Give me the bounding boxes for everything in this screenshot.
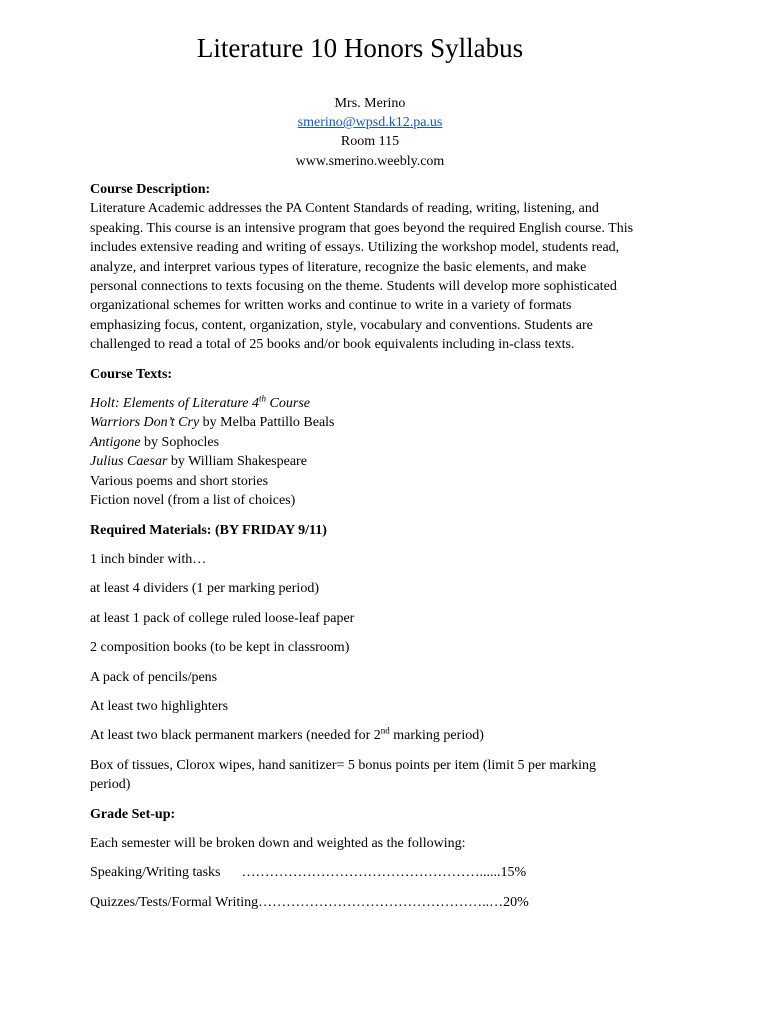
list-item: At least two highlighters [90, 698, 229, 714]
list-item: Fiction novel (from a list of choices) [90, 493, 296, 509]
course-description-heading: Course Description: [90, 182, 211, 197]
description-line: Literature Academic addresses the PA Content Standards of reading, writing, listening, and [90, 201, 599, 217]
description-line: personal connections to texts focusing on the theme. Students will develop more sophisticated [90, 279, 617, 295]
description-line: emphasizing focus, content, organization, style, vocabulary and conventions. Students are [90, 317, 593, 333]
list-item: 1 inch binder with… [90, 551, 207, 567]
description-line: speaking. This course is an intensive program that goes beyond the required English course. This [90, 220, 634, 236]
course-texts-heading: Course Texts: [90, 366, 173, 382]
grade-intro: Each semester will be broken down and weighted as the following: [90, 835, 466, 851]
materials-list [90, 550, 670, 795]
description-line: includes extensive reading and writing of essays. Utilizing the workshop model, students read, [90, 240, 620, 256]
page-title: Literature 10 Honors Syllabus [196, 33, 524, 63]
grade-setup-heading: Grade Set-up: [90, 806, 176, 822]
grade-row: Quizzes/Tests/Formal Writing…………………………………………..…20% [90, 894, 529, 910]
room-number: Room 115 [340, 134, 400, 150]
list-item: at least 1 pack of college ruled loose-leaf paper [90, 610, 355, 626]
description-line: challenged to read a total of 25 books and/or book equivalents including in-class texts. [90, 337, 575, 353]
email-link[interactable]: smerino@wpsd.k12.pa.us [297, 115, 443, 131]
course-description-text [90, 199, 670, 354]
list-item: Holt: Elements of Literature 4th Course [90, 393, 310, 412]
list-item: Various poems and short stories [90, 473, 269, 489]
list-item: Box of tissues, Clorox wipes, hand sanitizer= 5 bonus points per item (limit 5 per marking period) [90, 757, 596, 793]
contact-block [90, 94, 650, 171]
description-line: organizational schemes for written works and continue to write in a variety of formats [90, 298, 572, 314]
list-item: A pack of pencils/pens [90, 669, 218, 685]
required-materials-heading: Required Materials: (BY FRIDAY 9/11) [90, 522, 327, 538]
list-item: Warriors Don’t Cry by Melba Pattillo Beals [90, 415, 335, 431]
list-item: 2 composition books (to be kept in classroom) [90, 640, 350, 656]
teacher-name: Mrs. Merino [334, 96, 406, 111]
list-item: At least two black permanent markers (needed for 2nd marking period) [90, 725, 484, 744]
list-item: at least 4 dividers (1 per marking period) [90, 581, 319, 597]
description-line: analyze, and interpret various types of literature, recognize the basic elements, and make [90, 259, 587, 275]
list-item: Julius Caesar by William Shakespeare [90, 454, 307, 470]
grade-row: Speaking/Writing tasks ……………………………………………......15% [90, 865, 527, 881]
course-texts-list [90, 394, 670, 510]
website-text: www.smerino.weebly.com [295, 153, 445, 169]
syllabus-body [90, 180, 670, 912]
list-item: Antigone by Sophocles [90, 434, 220, 450]
